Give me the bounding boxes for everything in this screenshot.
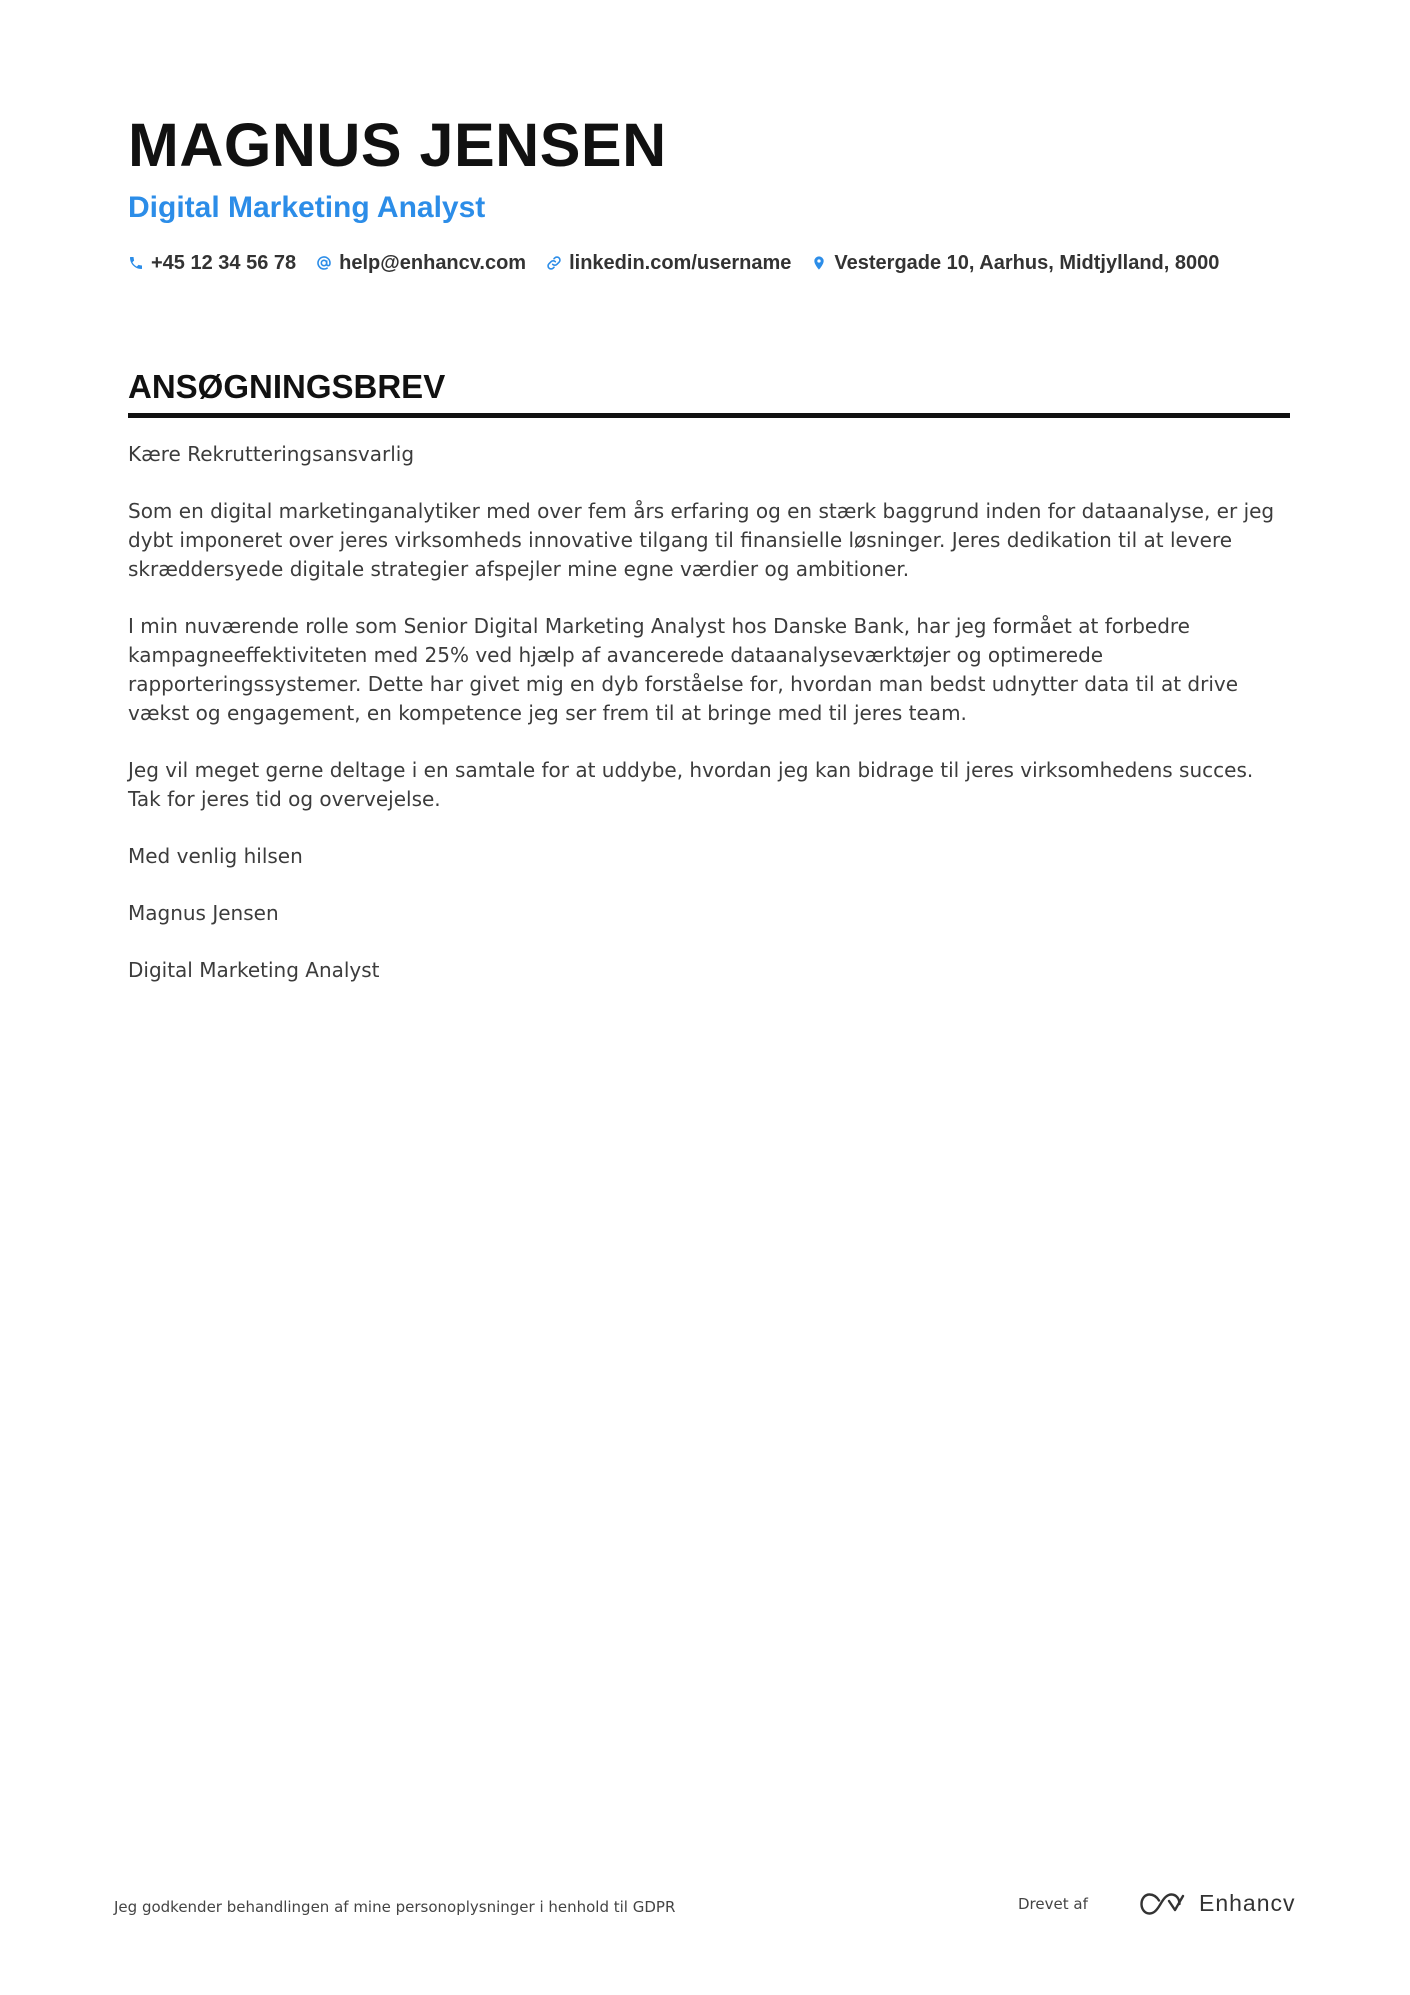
contact-bar [128,248,1288,278]
contact-linkedin [546,252,791,275]
contact-address [811,252,1219,275]
signature-name: Magnus Jensen [128,901,279,925]
gdpr-consent: Jeg godkender behandlingen af mine personoplysninger i henhold til GDPR [114,1898,676,1916]
contact-phone-text: +45 12 34 56 78 [151,251,297,274]
location-pin-icon [811,255,827,271]
applicant-name: MAGNUS JENSEN [128,111,667,179]
paragraph-2: I min nuværende rolle som Senior Digital Marketing Analyst hos Danske Bank, har jeg formået at forbedre kampagneeffektiviteten med 25% ved hjælp af avancerede dataanalyseværktøjer og optimerede rapporteringssystemer. Dette har givet mig en dyb forståelse for, hvordan man bedst udnytter data til at drive vækst og engagement, en kompetence jeg ser frem til at bringe med til jeres team. [128,614,1239,725]
powered-by-label: Drevet af [1018,1895,1088,1913]
letter-body [128,440,1290,985]
footer [114,1890,1296,1924]
paragraph-1: Som en digital marketinganalytiker med over fem års erfaring og en stærk baggrund inden for dataanalyse, er jeg dybt imponeret over jeres virksomheds innovative tilgang til finansielle løsninger. Jeres dedikation til at levere skræddersyede digitale strategier afspejler mine egne værdier og ambitioner. [128,499,1275,581]
contact-phone [128,252,296,275]
contact-email-text: help@enhancv.com [339,251,527,274]
phone-icon [128,255,144,271]
link-icon [546,255,562,271]
applicant-role: Digital Marketing Analyst [128,191,486,224]
paragraph-3: Jeg vil meget gerne deltage i en samtale for at uddybe, hvordan jeg kan bidrage til jeres virksomhedens succes. Tak for jeres tid og overvejelse. [128,758,1254,811]
signature-title: Digital Marketing Analyst [128,958,380,982]
section-title: ANSØGNINGSBREV [128,365,1290,418]
contact-address-text: Vestergade 10, Aarhus, Midtjylland, 8000 [834,251,1220,274]
contact-email [316,252,526,275]
closing: Med venlig hilsen [128,844,303,868]
brand-name: Enhancv [1199,1890,1296,1916]
brand-logo[interactable] [1139,1890,1296,1917]
at-icon [316,255,332,271]
contact-linkedin-text: linkedin.com/username [569,251,792,274]
greeting: Kære Rekrutteringsansvarlig [128,442,415,466]
enhancv-logo-icon [1139,1891,1185,1917]
letter-section [128,365,1290,1013]
header [128,110,1288,278]
